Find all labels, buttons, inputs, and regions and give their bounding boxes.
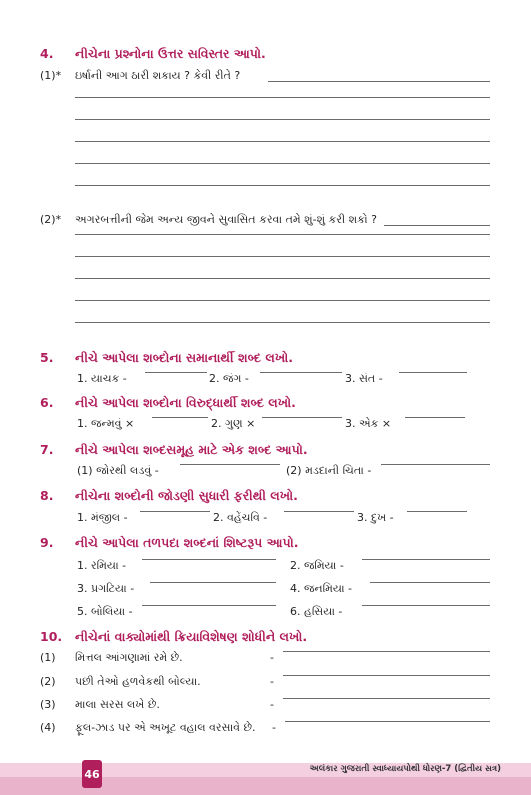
q8-item2: 2. વહેંચવિ - <box>213 511 268 524</box>
q8-number: 8. <box>40 488 54 503</box>
q9-item6: 6. હસિયા - <box>290 605 343 618</box>
q10-item4-dash: - <box>272 721 276 734</box>
q7-number: 7. <box>40 442 54 457</box>
answer-line[interactable] <box>75 163 490 164</box>
q10-item2-number: (2) <box>40 675 56 688</box>
answer-line[interactable] <box>283 675 490 676</box>
answer-line[interactable] <box>75 119 490 120</box>
answer-line[interactable] <box>407 511 467 512</box>
answer-line[interactable] <box>283 651 490 652</box>
q5-heading: નીચે આપેલા શબ્દોના સમાનાર્થી શબ્દ લખો. <box>75 350 293 365</box>
answer-line[interactable] <box>75 185 490 186</box>
answer-line[interactable] <box>284 511 354 512</box>
answer-line[interactable] <box>262 417 342 418</box>
q8-item1: 1. મંજીલ - <box>77 511 128 524</box>
q10-number: 10. <box>40 629 63 644</box>
answer-line[interactable] <box>75 300 490 301</box>
q5-item3: 3. સંત - <box>345 372 383 385</box>
answer-line[interactable] <box>75 256 490 257</box>
q10-item4-number: (4) <box>40 721 56 734</box>
answer-line[interactable] <box>381 464 490 465</box>
q9-item4: 4. જનમિયા - <box>290 582 353 595</box>
q9-heading: નીચે આપેલા તળપદા શબ્દનાં શિષ્ટરૂપ આપો. <box>75 535 299 550</box>
q5-item2: 2. જંગ - <box>209 372 249 385</box>
q5-item1: 1. યાચક - <box>77 372 127 385</box>
answer-line[interactable] <box>362 605 490 606</box>
answer-line[interactable] <box>399 372 467 373</box>
answer-line[interactable] <box>405 417 465 418</box>
q10-item2-text: પછી તેઓ હળવેકથી બોલ્યા. <box>75 675 201 688</box>
q4-item1-text: ઇર્ષાની આગ ઠારી શકાય ? કેવી રીતે ? <box>75 69 241 82</box>
q10-item1-dash: - <box>270 651 274 664</box>
q6-item2: 2. ગુણ × <box>211 417 256 430</box>
answer-line[interactable] <box>140 511 210 512</box>
answer-line[interactable] <box>145 372 207 373</box>
answer-line[interactable] <box>152 417 208 418</box>
footer-strip <box>0 777 531 795</box>
q4-item2-text: અગરબત્તીની જેમ અન્ય જીવને સુવાસિત કરવા તમે શું-શું કરી શકો ? <box>75 213 377 226</box>
answer-line[interactable] <box>180 464 280 465</box>
answer-line[interactable] <box>75 322 490 323</box>
q9-item1: 1. રમિયા - <box>77 559 127 572</box>
page-number: 46 <box>82 760 102 788</box>
q10-item2-dash: - <box>270 675 274 688</box>
answer-line[interactable] <box>142 605 276 606</box>
q10-item3-number: (3) <box>40 698 56 711</box>
q9-item2: 2. જમિયા - <box>290 559 344 572</box>
q4-item2-number: (2)* <box>40 213 62 226</box>
q7-item1: (1) જોરથી લડવું - <box>77 464 159 477</box>
answer-line[interactable] <box>268 81 490 82</box>
q10-item3-text: માલા સરસ લખે છે. <box>75 698 160 711</box>
q9-item3: 3. પ્રગટિયા - <box>77 582 135 595</box>
answer-line[interactable] <box>150 582 276 583</box>
q9-item5: 5. બોલિયા - <box>77 605 133 618</box>
answer-line[interactable] <box>260 372 342 373</box>
q5-number: 5. <box>40 350 54 365</box>
q9-number: 9. <box>40 535 54 550</box>
q6-heading: નીચે આપેલા શબ્દોના વિરુદ્ધાર્થી શબ્દ લખો. <box>75 395 296 410</box>
answer-line[interactable] <box>362 559 490 560</box>
answer-line[interactable] <box>285 721 490 722</box>
q4-heading: નીચેના પ્રશ્નોના ઉત્તર સવિસ્તર આપો. <box>75 46 266 61</box>
q10-item4-text: ફૂલ-ઝાડ પર એ અખૂટ વહાલ વરસાવે છે. <box>75 721 256 734</box>
answer-line[interactable] <box>75 97 490 98</box>
q6-number: 6. <box>40 395 54 410</box>
answer-line[interactable] <box>75 234 490 235</box>
answer-line[interactable] <box>384 225 490 226</box>
book-title: અલંકાર ગુજરાતી સ્વાધ્યાયપોથી ધોરણ-7 (દ્વિતીય સત્ર) <box>309 764 501 774</box>
q4-number: 4. <box>40 46 54 61</box>
q4-item1-number: (1)* <box>40 69 62 82</box>
answer-line[interactable] <box>75 141 490 142</box>
answer-line[interactable] <box>283 698 490 699</box>
q6-item3: 3. એક × <box>345 417 392 430</box>
q6-item1: 1. જન્મવું × <box>77 417 135 430</box>
q10-heading: નીચેનાં વાક્યોમાંથી ક્રિયાવિશેષણ શોધીને લખો. <box>75 629 308 644</box>
answer-line[interactable] <box>370 582 490 583</box>
q10-item1-text: મિત્તલ આંગણામાં રમે છે. <box>75 651 183 664</box>
q7-item2: (2) મડદાની ચિતા - <box>286 464 372 477</box>
q10-item3-dash: - <box>270 698 274 711</box>
q10-item1-number: (1) <box>40 651 56 664</box>
q8-heading: નીચેના શબ્દોની જોડણી સુધારી ફરીથી લખો. <box>75 488 298 503</box>
q7-heading: નીચે આપેલા શબ્દસમૂહ માટે એક શબ્દ આપો. <box>75 442 308 457</box>
answer-line[interactable] <box>142 559 276 560</box>
q8-item3: 3. દુખ - <box>357 511 394 524</box>
answer-line[interactable] <box>75 278 490 279</box>
